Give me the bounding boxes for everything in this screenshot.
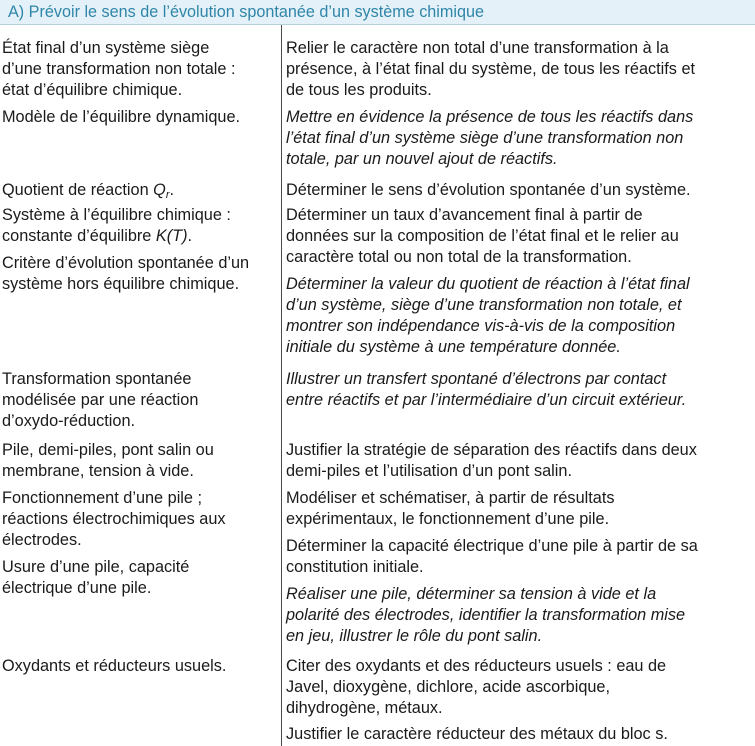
capacite-strategie-line-1: Justifier la stratégie de séparation des réactifs dans deux (286, 441, 697, 459)
notion-etat-final-line-2: d’une transformation non totale : (2, 60, 236, 78)
notion-transformation-line-1: Transformation spontanée (2, 370, 192, 388)
column-divider (281, 25, 282, 746)
capacite-relier-line-3: de tous les produits. (286, 81, 432, 99)
capacite-mettre-line-1: Mettre en évidence la présence de tous les réactifs dans (286, 108, 694, 126)
capacite-valeur-line-2: d’un système, siège d’une transformation non totale, et (286, 296, 682, 314)
notion-systeme-end: . (187, 227, 193, 245)
notion-etat-final-line-1: État final d’un système siège (2, 39, 210, 57)
notion-transformation-line-2: modélisée par une réaction (2, 391, 199, 409)
capacite-valeur-line-3: montrer son indépendance vis-à-vis de la composition (286, 317, 676, 335)
notion-quotient-end: . (169, 181, 175, 199)
notion-modele: Modèle de l’équilibre dynamique. (2, 108, 241, 126)
capacite-taux-line-2: données sur la composition de l’état final et le relier au (286, 227, 679, 245)
capacite-taux-line-1: Déterminer un taux d’avancement final à partir de (286, 206, 643, 224)
notion-fonctionnement-line-1: Fonctionnement d’une pile ; (2, 489, 203, 507)
capacite-citer-line-3: dihydrogène, métaux. (286, 699, 443, 717)
capacite-valeur-line-1: Déterminer la valeur du quotient de réaction à l’état final (286, 275, 690, 293)
capacite-citer-line-2: Javel, dioxygène, dichlore, acide ascorbique, (286, 678, 611, 696)
notion-systeme-text: constante d’équilibre (2, 227, 156, 245)
quotient-subscript: r (165, 189, 170, 201)
capacite-strategie-line-2: demi-piles et l’utilisation d’un pont salin. (286, 462, 572, 480)
capacite-relier-line-1: Relier le caractère non total d’une transformation à la (286, 39, 669, 57)
notion-systeme-line-1: Système à l’équilibre chimique : (2, 206, 231, 224)
capacite-illustrer-line-2: entre réactifs et par l’intermédiaire d’un circuit extérieur. (286, 391, 687, 409)
equilibrium-constant-symbol: K(T) (155, 227, 188, 245)
capacite-justifier-reducteur: Justifier le caractère réducteur des métaux du bloc s. (286, 725, 668, 743)
notion-pile-line-1: Pile, demi-piles, pont salin ou (2, 441, 214, 459)
notion-quotient (2, 180, 174, 206)
section-header (0, 0, 755, 25)
notion-usure-line-2: électrique d’une pile. (2, 579, 152, 597)
capacite-capacite-line-1: Déterminer la capacité électrique d’une pile à partir de sa (286, 537, 698, 555)
notion-pile-line-2: membrane, tension à vide. (2, 462, 194, 480)
capacite-mettre-line-2: l’état final d’un système siège d’une transformation non (286, 129, 684, 147)
notion-fonctionnement-line-3: électrodes. (2, 531, 82, 549)
capacite-valeur-line-4: initiale du système à une température donnée. (286, 338, 621, 356)
capacite-capacite-line-2: constitution initiale. (286, 558, 424, 576)
capacite-determiner-sens: Déterminer le sens d’évolution spontanée d’un système. (286, 181, 691, 199)
capacite-realiser-line-3: en jeu, illustrer le rôle du pont salin. (286, 627, 543, 645)
capacite-modeliser-line-2: expérimentaux, le fonctionnement d’une pile. (286, 510, 610, 528)
capacite-illustrer-line-1: Illustrer un transfert spontané d’électrons par contact (286, 370, 667, 388)
notion-transformation-line-3: d’oxydo-réduction. (2, 412, 136, 430)
section-title: A) Prévoir le sens de l’évolution spontanée d’un système chimique (8, 3, 484, 21)
notion-oxydants: Oxydants et réducteurs usuels. (2, 657, 227, 675)
capacite-citer-line-1: Citer des oxydants et des réducteurs usuels : eau de (286, 657, 667, 675)
notion-fonctionnement-line-2: réactions électrochimiques aux (2, 510, 226, 528)
notion-usure-line-1: Usure d’une pile, capacité (2, 558, 190, 576)
notion-quotient-text: Quotient de réaction (2, 181, 154, 199)
capacite-realiser-line-2: polarité des électrodes, identifier la transformation mise (286, 606, 686, 624)
capacite-relier-line-2: présence, à l’état final du système, de tous les réactifs et (286, 60, 696, 78)
notion-critere-line-2: système hors équilibre chimique. (2, 275, 240, 293)
quotient-symbol: Q (153, 181, 166, 199)
notion-systeme-line-2 (2, 226, 192, 247)
notion-critere-line-1: Critère d’évolution spontanée d’un (2, 254, 250, 272)
capacite-realiser-line-1: Réaliser une pile, déterminer sa tension à vide et la (286, 585, 657, 603)
notion-etat-final-line-3: état d’équilibre chimique. (2, 81, 183, 99)
capacite-mettre-line-3: totale, par un nouvel ajout de réactifs. (286, 150, 558, 168)
capacite-modeliser-line-1: Modéliser et schématiser, à partir de résultats (286, 489, 615, 507)
capacite-taux-line-3: caractère total ou non total de la transformation. (286, 248, 632, 266)
